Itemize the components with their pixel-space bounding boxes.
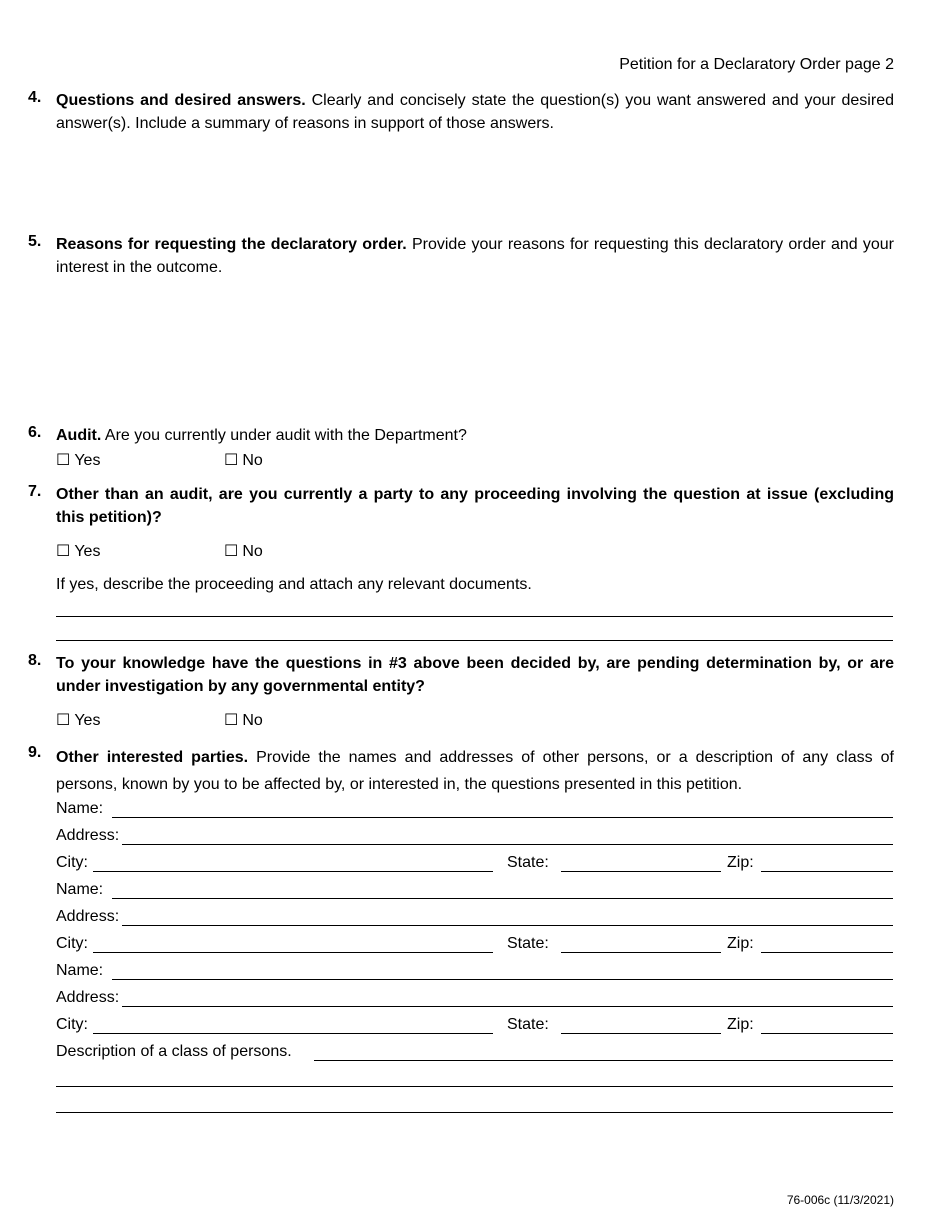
question-text: Other than an audit, are you currently a party to any proceeding involving the question at issue (excluding this petition)?	[56, 486, 894, 526]
question-heading: Audit.	[56, 427, 102, 444]
party-city-row	[56, 852, 893, 874]
question-number: 7.	[28, 483, 42, 500]
address-input-line[interactable]	[122, 925, 893, 926]
question-text: Provide your reasons for requesting this declaratory order and your interest in the outcome.	[56, 236, 895, 276]
checkbox-icon: ☐	[56, 450, 71, 469]
address-input-line[interactable]	[122, 1006, 893, 1007]
question-text: Clearly and concisely state the question(s) you want answered and your desired answer(s). Include a summary of reasons in support of those answers.	[56, 92, 894, 132]
question-heading: Other interested parties.	[56, 749, 249, 766]
class-description-line[interactable]	[56, 1086, 893, 1087]
question-number: 8.	[28, 652, 42, 669]
party-address-row	[56, 825, 893, 847]
checkbox-icon: ☐	[56, 541, 71, 560]
party-address-row	[56, 906, 893, 928]
class-description-input-line[interactable]	[314, 1060, 893, 1061]
state-input-line[interactable]	[561, 1033, 721, 1034]
checkbox-icon: ☐	[224, 710, 239, 729]
question-7	[28, 483, 894, 529]
zip-input-line[interactable]	[761, 871, 893, 872]
state-input-line[interactable]	[561, 952, 721, 953]
form-number: 76-006c (11/3/2021)	[786, 1193, 894, 1207]
checkbox-icon: ☐	[224, 541, 239, 560]
proceeding-description-line[interactable]	[56, 640, 893, 641]
governmental-yes-checkbox[interactable]: ☐ Yes	[56, 710, 101, 729]
proceeding-no-checkbox[interactable]: ☐ No	[224, 541, 263, 560]
city-input-line[interactable]	[93, 952, 493, 953]
party-name-row	[56, 960, 893, 982]
state-input-line[interactable]	[561, 871, 721, 872]
city-input-line[interactable]	[93, 871, 493, 872]
address-input-line[interactable]	[122, 844, 893, 845]
party-city-row	[56, 933, 893, 955]
city-label: City:	[56, 854, 91, 872]
city-label: City:	[56, 1016, 91, 1034]
proceeding-yes-checkbox[interactable]: ☐ Yes	[56, 541, 101, 560]
city-input-line[interactable]	[93, 1033, 493, 1034]
name-label: Name:	[56, 962, 106, 980]
checkbox-icon: ☐	[224, 450, 239, 469]
zip-input-line[interactable]	[761, 952, 893, 953]
party-name-row	[56, 879, 893, 901]
address-label: Address:	[56, 908, 122, 926]
address-label: Address:	[56, 989, 122, 1007]
zip-label: Zip:	[727, 854, 757, 872]
class-description-label: Description of a class of persons.	[56, 1043, 295, 1061]
checkbox-icon: ☐	[56, 710, 71, 729]
question-heading: Reasons for requesting the declaratory order.	[56, 236, 407, 253]
question-text: To your knowledge have the questions in #3 above been decided by, are pending determination by, or are under investigation by any governmental entity?	[56, 655, 894, 695]
party-city-row	[56, 1014, 893, 1036]
question-number: 5.	[28, 233, 42, 250]
page-header: Petition for a Declaratory Order page 2	[619, 56, 894, 73]
state-label: State:	[507, 854, 552, 872]
name-input-line[interactable]	[112, 979, 893, 980]
party-name-row	[56, 798, 893, 820]
name-label: Name:	[56, 800, 106, 818]
audit-yes-checkbox[interactable]: ☐ Yes	[56, 450, 101, 469]
name-input-line[interactable]	[112, 817, 893, 818]
proceeding-instruction: If yes, describe the proceeding and attach any relevant documents.	[56, 576, 532, 593]
question-number: 6.	[28, 424, 42, 441]
question-text: Are you currently under audit with the Department?	[101, 427, 467, 444]
question-8	[28, 652, 894, 698]
city-label: City:	[56, 935, 91, 953]
zip-label: Zip:	[727, 1016, 757, 1034]
question-heading: Questions and desired answers.	[56, 92, 306, 109]
audit-no-checkbox[interactable]: ☐ No	[224, 450, 263, 469]
question-5	[28, 233, 894, 279]
question-6	[28, 424, 894, 447]
governmental-no-checkbox[interactable]: ☐ No	[224, 710, 263, 729]
proceeding-description-line[interactable]	[56, 616, 893, 617]
question-9	[28, 744, 894, 798]
class-description-row	[56, 1041, 893, 1063]
address-label: Address:	[56, 827, 122, 845]
question-number: 4.	[28, 89, 42, 106]
zip-input-line[interactable]	[761, 1033, 893, 1034]
name-label: Name:	[56, 881, 106, 899]
question-text: Provide the names and addresses of other persons, or a description of any class of persons, known by you to be affected by, or interested in, the questions presented in this petition.	[56, 749, 894, 793]
state-label: State:	[507, 935, 552, 953]
party-address-row	[56, 987, 893, 1009]
zip-label: Zip:	[727, 935, 757, 953]
class-description-line[interactable]	[56, 1112, 893, 1113]
name-input-line[interactable]	[112, 898, 893, 899]
question-number: 9.	[28, 744, 42, 761]
state-label: State:	[507, 1016, 552, 1034]
question-4	[28, 89, 894, 135]
